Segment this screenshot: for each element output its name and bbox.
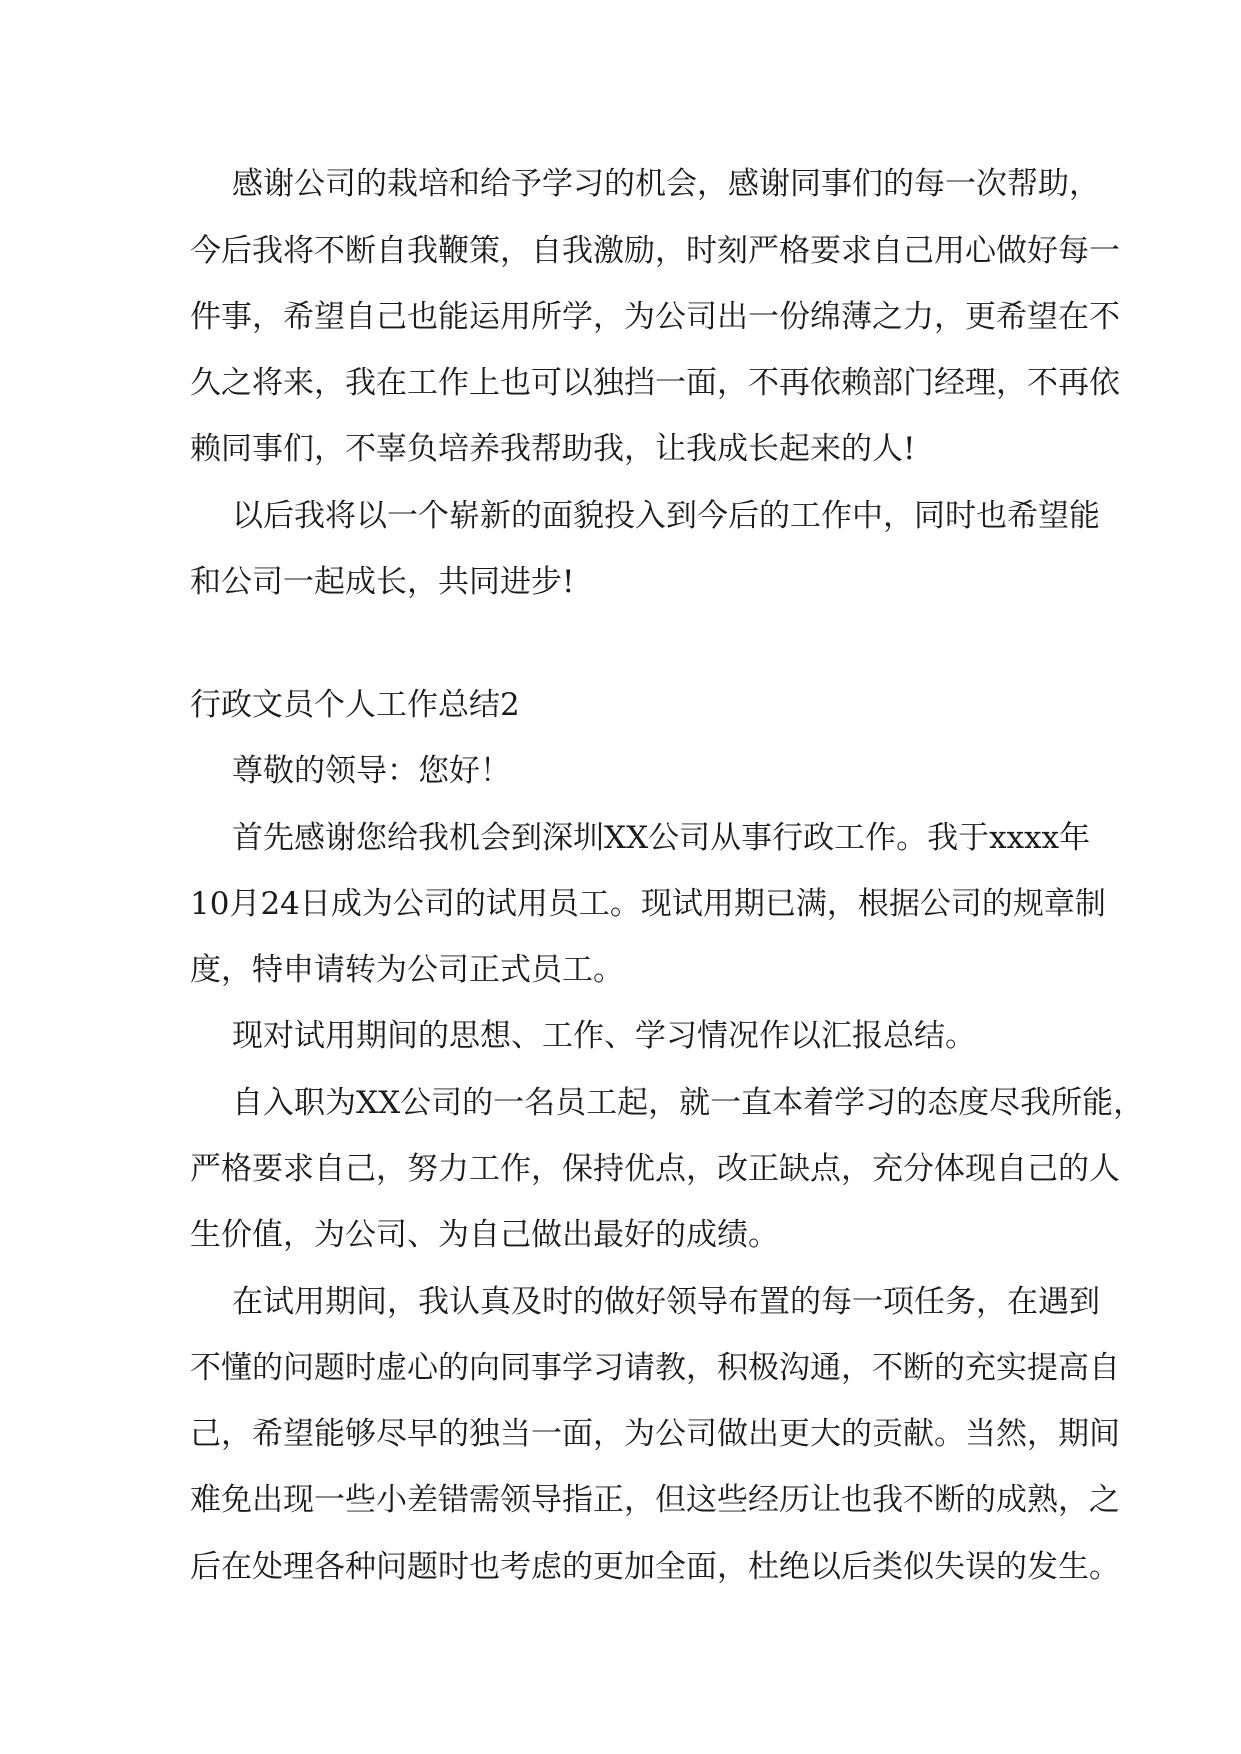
paragraph-line: 难免出现一些小差错需领导指正，但这些经历让也我不断的成熟，之: [190, 1482, 1120, 1518]
paragraph-line: 久之将来，我在工作上也可以独挡一面，不再依赖部门经理，不再依: [190, 365, 1120, 401]
paragraph-line: 10月24日成为公司的试用员工。现试用期已满，根据公司的规章制: [190, 886, 1106, 922]
paragraph-line: 感谢公司的栽培和给予学习的机会，感谢同事们的每一次帮助，: [232, 166, 1100, 202]
paragraph-line: 严格要求自己，努力工作，保持优点，改正缺点，充分体现自己的人: [190, 1151, 1120, 1187]
paragraph-line: 以后我将以一个崭新的面貌投入到今后的工作中，同时也希望能: [232, 498, 1100, 534]
salutation: 尊敬的领导：您好！: [232, 753, 511, 789]
paragraph-line: 和公司一起成长，共同进步!: [190, 564, 575, 600]
section-title: 行政文员个人工作总结2: [190, 687, 520, 723]
paragraph-line: 不懂的问题时虚心的向同事学习请教，积极沟通，不断的充实提高自: [190, 1350, 1120, 1386]
paragraph-line: 在试用期间，我认真及时的做好领导布置的每一项任务，在遇到: [232, 1284, 1100, 1320]
paragraph-line: 自入职为XX公司的一名员工起，就一直本着学习的态度尽我所能，: [232, 1085, 1145, 1121]
paragraph-line: 生价值，为公司、为自己做出最好的成绩。: [190, 1217, 779, 1253]
paragraph-line: 首先感谢您给我机会到深圳XX公司从事行政工作。我于xxxx年: [232, 820, 1091, 856]
paragraph-line: 己，希望能够尽早的独当一面，为公司做出更大的贡献。当然，期间: [190, 1416, 1120, 1452]
paragraph-line: 今后我将不断自我鞭策，自我激励，时刻严格要求自己用心做好每一: [190, 233, 1120, 269]
paragraph-line: 度，特申请转为公司正式员工。: [190, 952, 624, 988]
paragraph-line: 件事，希望自己也能运用所学，为公司出一份绵薄之力，更希望在不: [190, 299, 1120, 335]
paragraph-line: 赖同事们，不辜负培养我帮助我，让我成长起来的人!: [190, 431, 916, 467]
paragraph-line: 后在处理各种问题时也考虑的更加全面，杜绝以后类似失误的发生。: [190, 1549, 1120, 1585]
paragraph-line: 现对试用期间的思想、工作、学习情况作以汇报总结。: [232, 1018, 976, 1054]
